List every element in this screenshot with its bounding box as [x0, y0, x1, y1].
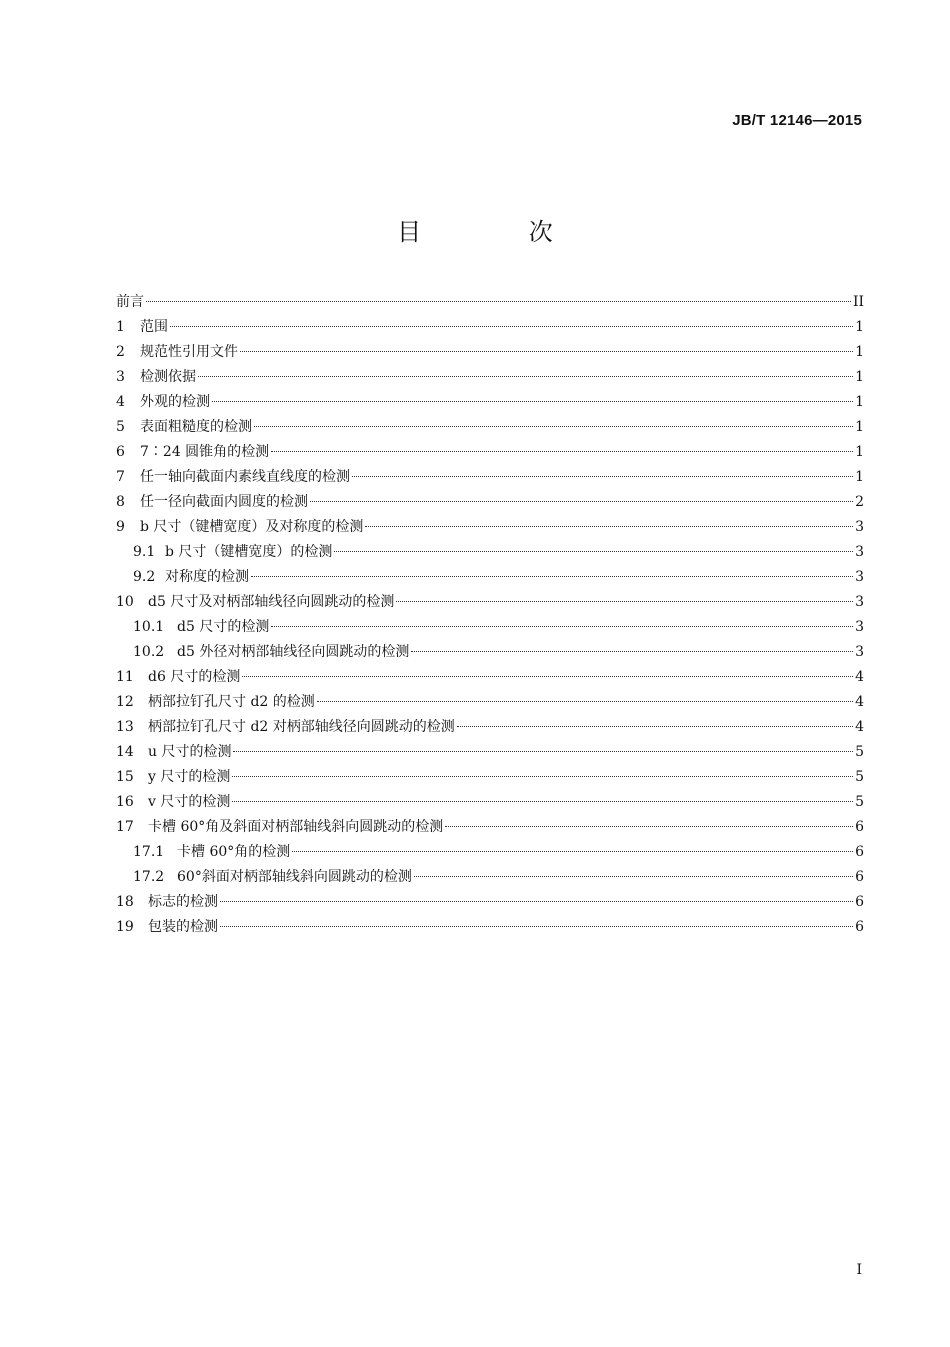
toc-number: 17	[116, 819, 134, 835]
toc-number: 4	[116, 394, 125, 410]
toc-number: 19	[116, 919, 134, 935]
dot-leader	[251, 576, 853, 577]
dot-leader	[232, 776, 853, 777]
toc-label: 前言	[116, 294, 144, 310]
toc-label: 任一径向截面内圆度的检测	[140, 494, 308, 510]
toc-label: 7∶24 圆锥角的检测	[140, 444, 270, 460]
toc-page: 1	[855, 369, 864, 385]
toc-page: 6	[855, 894, 864, 910]
toc-page: 3	[855, 544, 864, 560]
toc-number: 9.2	[133, 569, 156, 585]
toc-entry-9[interactable]	[116, 515, 864, 540]
toc-page: 1	[855, 419, 864, 435]
toc-number: 15	[116, 769, 134, 785]
dot-leader	[445, 826, 853, 827]
toc-entry-17[interactable]	[116, 815, 864, 840]
toc-label: 表面粗糙度的检测	[140, 419, 252, 435]
toc-entry-18[interactable]	[116, 890, 864, 915]
dot-leader	[352, 476, 853, 477]
toc-entry-10-2[interactable]	[116, 640, 864, 665]
toc-page: 1	[855, 394, 864, 410]
toc-number: 7	[116, 469, 125, 485]
toc-number: 3	[116, 369, 125, 385]
toc-label: 规范性引用文件	[140, 344, 238, 360]
toc-label: 卡槽 60°角的检测	[177, 844, 291, 860]
toc-page: 5	[855, 744, 864, 760]
toc-label: d5 尺寸及对柄部轴线径向圆跳动的检测	[148, 594, 395, 610]
toc-entry-8[interactable]	[116, 490, 864, 515]
toc-entry-1[interactable]	[116, 315, 864, 340]
toc-label: b 尺寸（键槽宽度）及对称度的检测	[140, 519, 364, 535]
toc-page: 6	[855, 869, 864, 885]
toc-page: 5	[855, 769, 864, 785]
dot-leader	[334, 551, 853, 552]
toc-number: 5	[116, 419, 125, 435]
toc-entry-11[interactable]	[116, 665, 864, 690]
toc-page: 6	[855, 819, 864, 835]
toc-page: 1	[855, 444, 864, 460]
toc-label: d6 尺寸的检测	[148, 669, 241, 685]
toc-label: d5 尺寸的检测	[177, 619, 270, 635]
toc-page: 3	[855, 519, 864, 535]
toc-label: 检测依据	[140, 369, 196, 385]
dot-leader	[170, 326, 853, 327]
dot-leader	[365, 526, 853, 527]
toc-label: 范围	[140, 319, 168, 335]
dot-leader	[220, 926, 853, 927]
page-title: 目 次	[397, 218, 603, 246]
toc-entry-6[interactable]	[116, 440, 864, 465]
dot-leader	[254, 426, 853, 427]
toc-number: 10	[116, 594, 134, 610]
toc-entry-17-2[interactable]	[116, 865, 864, 890]
toc-entry-10[interactable]	[116, 590, 864, 615]
toc-entry-14[interactable]	[116, 740, 864, 765]
toc-page: II	[852, 294, 864, 310]
dot-leader	[457, 726, 853, 727]
toc-label: 包装的检测	[148, 919, 218, 935]
toc-number: 17.1	[133, 844, 165, 860]
toc-entry-15[interactable]	[116, 765, 864, 790]
toc-number: 8	[116, 494, 125, 510]
dot-leader	[212, 401, 853, 402]
dot-leader	[411, 651, 853, 652]
toc-label: 柄部拉钉孔尺寸 d2 的检测	[148, 694, 315, 710]
dot-leader	[396, 601, 853, 602]
toc-entry-3[interactable]	[116, 365, 864, 390]
dot-leader	[220, 901, 853, 902]
toc-number: 11	[116, 669, 134, 685]
toc-number: 13	[116, 719, 134, 735]
toc-page: 2	[855, 494, 864, 510]
page-number: I	[856, 1262, 862, 1278]
toc-page: 1	[855, 469, 864, 485]
dot-leader	[232, 801, 853, 802]
toc-number: 6	[116, 444, 125, 460]
toc-number: 9	[116, 519, 125, 535]
toc-label: 柄部拉钉孔尺寸 d2 对柄部轴线径向圆跳动的检测	[148, 719, 455, 735]
toc-entry-16[interactable]	[116, 790, 864, 815]
toc-page: 6	[855, 919, 864, 935]
dot-leader	[240, 351, 853, 352]
dot-leader	[242, 676, 853, 677]
toc-entry-10-1[interactable]	[116, 615, 864, 640]
dot-leader	[310, 501, 853, 502]
toc-number: 2	[116, 344, 125, 360]
toc-number: 16	[116, 794, 134, 810]
toc-page: 4	[855, 694, 864, 710]
toc-entry-19[interactable]	[116, 915, 864, 940]
toc-label: y 尺寸的检测	[148, 769, 231, 785]
toc-entry-4[interactable]	[116, 390, 864, 415]
toc-number: 9.1	[133, 544, 156, 560]
dot-leader	[414, 876, 853, 877]
toc-page: 3	[855, 594, 864, 610]
toc-number: 10.2	[133, 644, 165, 660]
toc-page: 3	[855, 644, 864, 660]
toc-entry-9-1[interactable]	[116, 540, 864, 565]
toc-number: 17.2	[133, 869, 165, 885]
toc-page: 6	[855, 844, 864, 860]
toc-number: 14	[116, 744, 134, 760]
toc-entry-13[interactable]	[116, 715, 864, 740]
dot-leader	[198, 376, 853, 377]
dot-leader	[271, 626, 853, 627]
toc-page: 1	[855, 344, 864, 360]
toc-page: 4	[855, 719, 864, 735]
toc-number: 12	[116, 694, 134, 710]
toc-label: 外观的检测	[140, 394, 210, 410]
toc-page: 3	[855, 569, 864, 585]
toc-label: d5 外径对柄部轴线径向圆跳动的检测	[177, 644, 410, 660]
toc-page: 5	[855, 794, 864, 810]
dot-leader	[271, 451, 853, 452]
toc-label: b 尺寸（键槽宽度）的检测	[165, 544, 333, 560]
toc-label: 60°斜面对柄部轴线斜向圆跳动的检测	[177, 869, 412, 885]
toc-page: 4	[855, 669, 864, 685]
toc-entry-foreword[interactable]	[116, 290, 864, 315]
toc-number: 10.1	[133, 619, 165, 635]
toc-number: 1	[116, 319, 125, 335]
toc-entry-17-1[interactable]	[116, 840, 864, 865]
toc-page: 1	[855, 319, 864, 335]
toc-label: 标志的检测	[148, 894, 218, 910]
toc-entry-2[interactable]	[116, 340, 864, 365]
toc-number: 18	[116, 894, 134, 910]
table-of-contents	[116, 290, 864, 940]
dot-leader	[317, 701, 853, 702]
toc-entry-9-2[interactable]	[116, 565, 864, 590]
toc-page: 3	[855, 619, 864, 635]
toc-entry-7[interactable]	[116, 465, 864, 490]
toc-label: u 尺寸的检测	[148, 744, 232, 760]
dot-leader	[233, 751, 853, 752]
dot-leader	[292, 851, 853, 852]
toc-label: 任一轴向截面内素线直线度的检测	[140, 469, 350, 485]
toc-entry-12[interactable]	[116, 690, 864, 715]
standard-code: JB/T 12146—2015	[732, 112, 862, 129]
toc-entry-5[interactable]	[116, 415, 864, 440]
toc-label: v 尺寸的检测	[148, 794, 231, 810]
toc-label: 对称度的检测	[165, 569, 249, 585]
toc-label: 卡槽 60°角及斜面对柄部轴线斜向圆跳动的检测	[148, 819, 444, 835]
dot-leader	[146, 301, 851, 302]
